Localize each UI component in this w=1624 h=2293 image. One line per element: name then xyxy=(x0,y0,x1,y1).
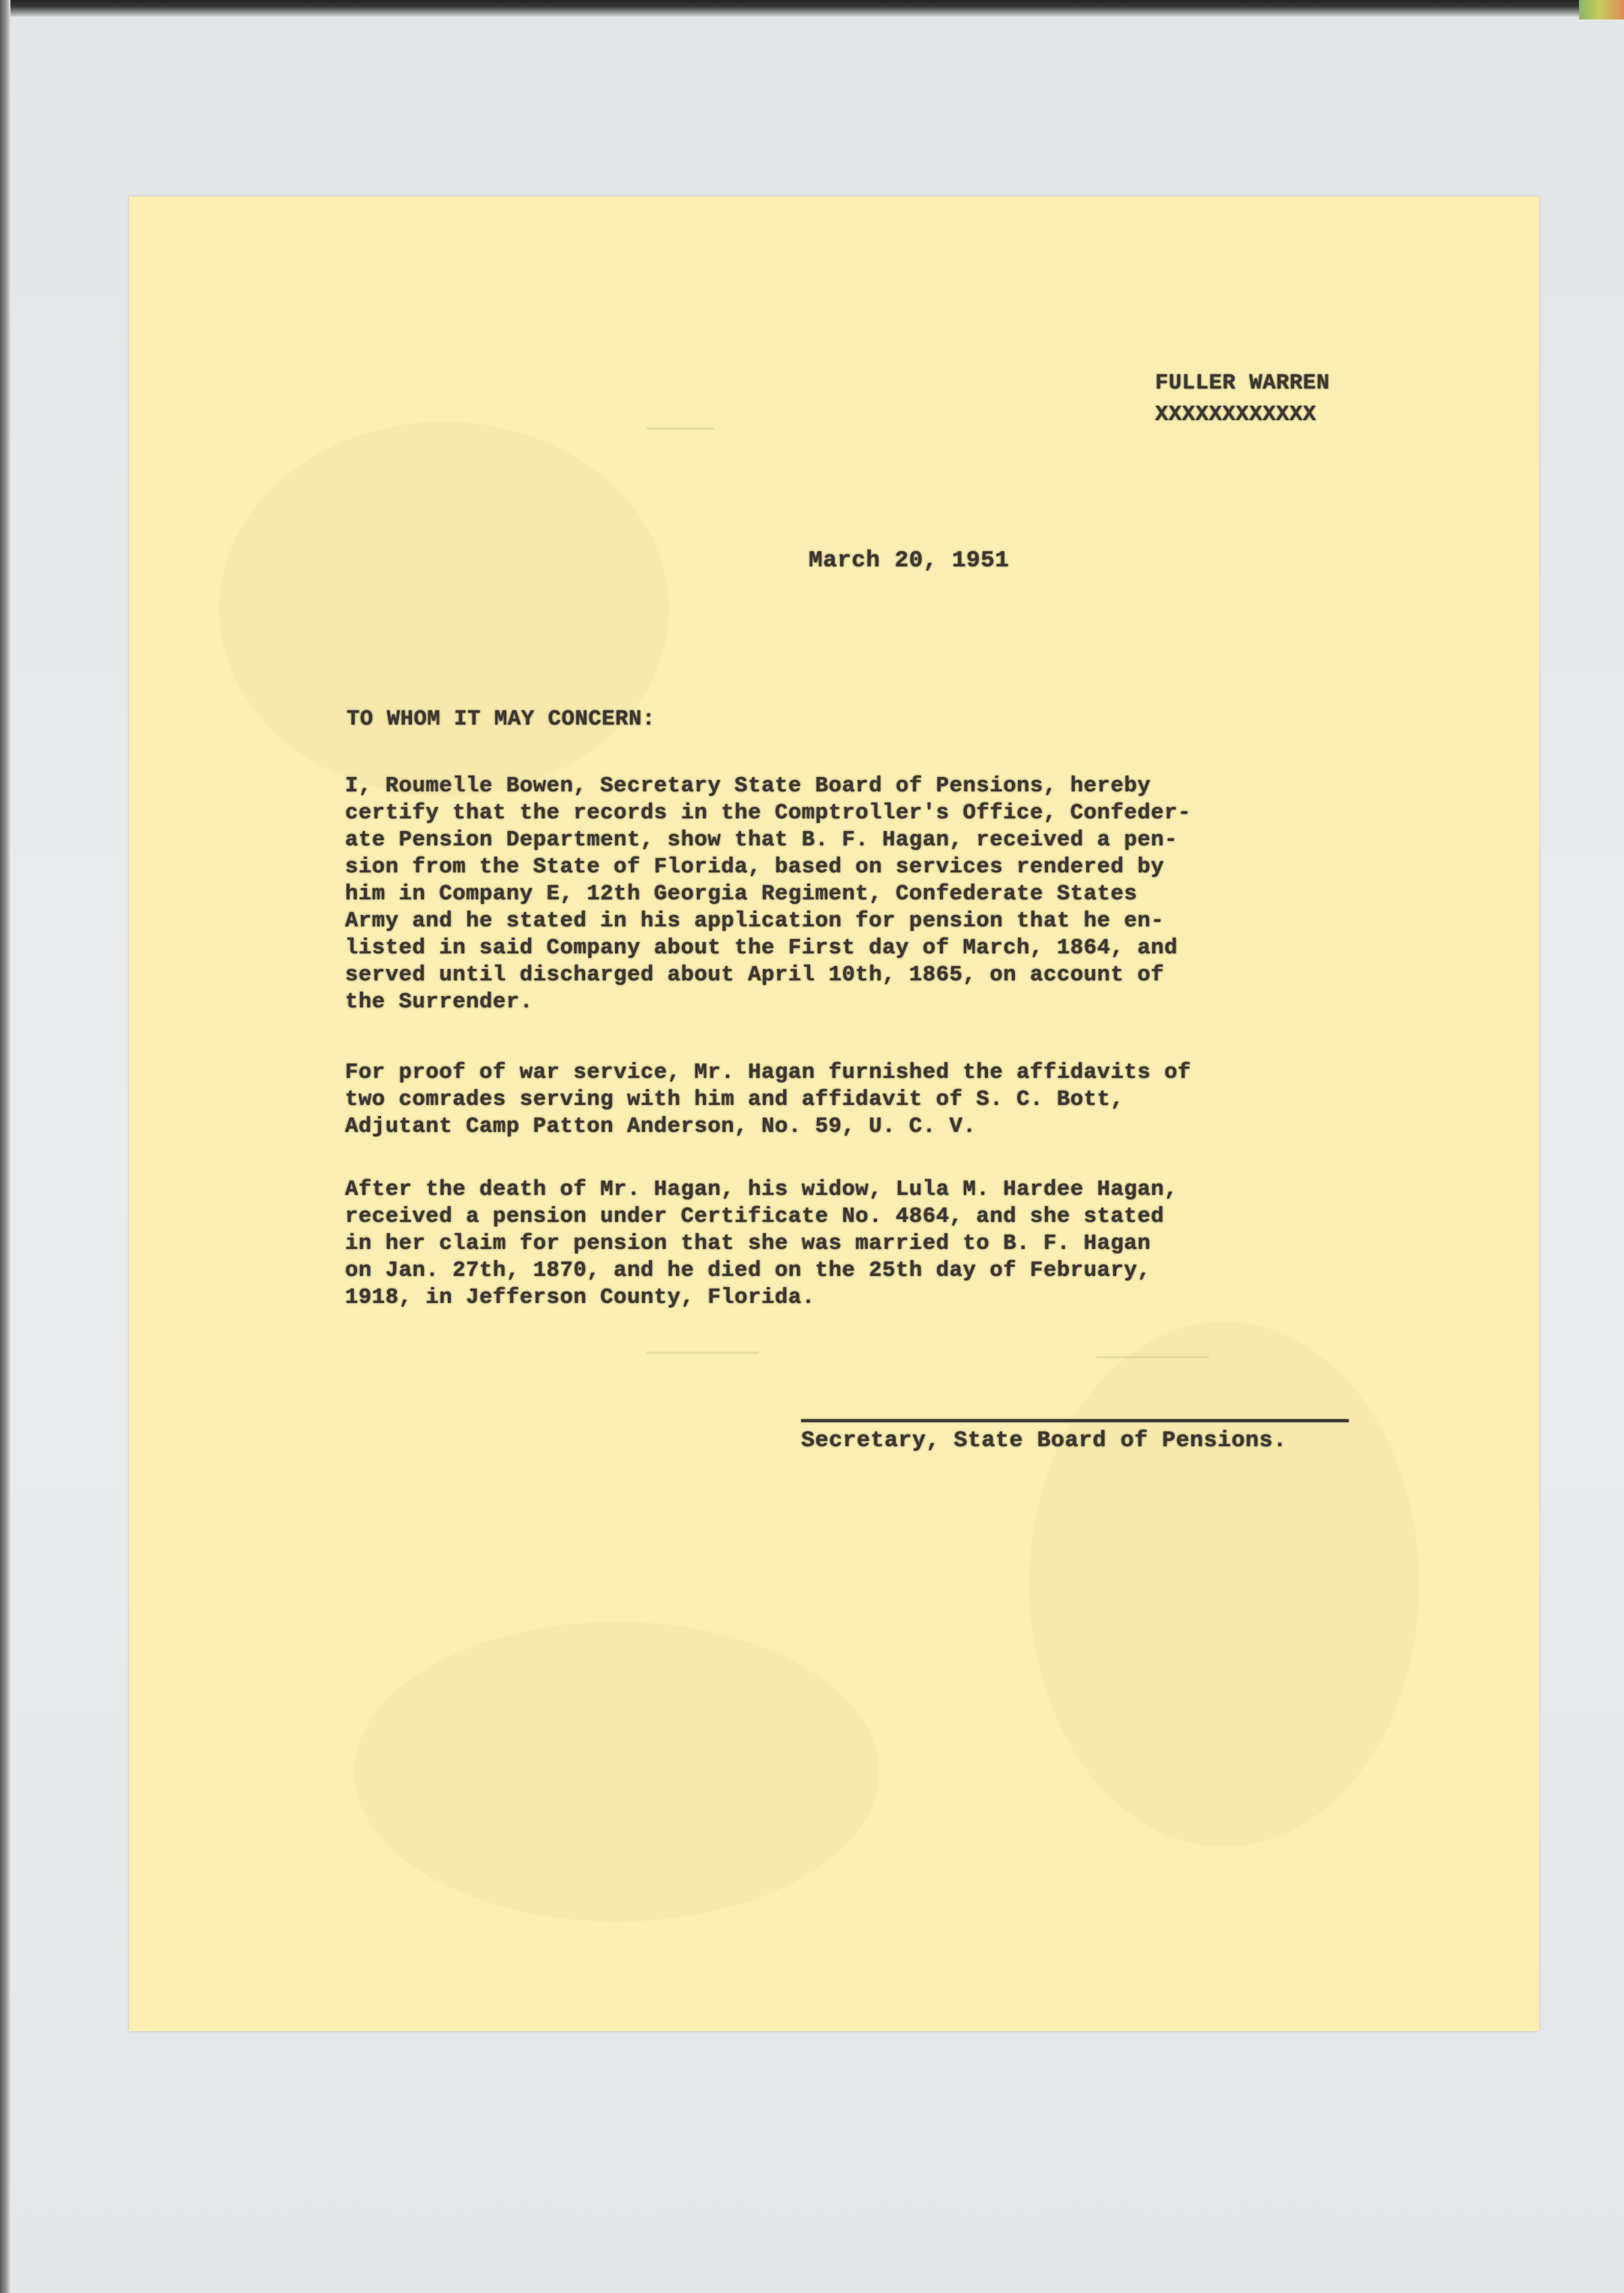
signature-title: Secretary, State Board of Pensions. xyxy=(801,1428,1287,1454)
struck-out-text: XXXXXXXXXXXX xyxy=(1155,402,1316,427)
letter-date: March 20, 1951 xyxy=(809,548,1010,574)
body-paragraph-proof-of-service: For proof of war service, Mr. Hagan furnished the affidavits of two comrades serving with him and affidavit of S. C. Bott, Adjutant Camp Patton Anderson, No. 59, U. C. V. xyxy=(345,1060,1191,1139)
scanner-top-edge xyxy=(0,0,1624,17)
bleed-through-mark xyxy=(647,1352,759,1354)
body-paragraph-certification: I, Roumelle Bowen, Secretary State Board of Pensions, hereby certify that the records in the Comptroller's Office, Confeder- ate Pension Department, show that B. F. Hagan, received a pen- sion from the State of Florida, based on services rendered by him in Company E, 12th Georgia Regiment, Confederate States Army and he stated in his application for pension that he en- listed in said Company about the First day of March, 1864, and served until discharged about April 10th, 1865, on account of the Surrender. xyxy=(345,773,1191,1014)
body-paragraph-widow-pension: After the death of Mr. Hagan, his widow, Lula M. Hardee Hagan, received a pension under Certificate No. 4864, and she stated in her claim for pension that she was married to B. F. Hagan on Jan. 27th, 1870, and he died on the 25th day of February, 1918, in Jefferson County, Florida. xyxy=(345,1177,1178,1310)
scanner-left-edge xyxy=(0,0,11,2293)
paper-stain xyxy=(354,1622,879,1922)
signature-line xyxy=(801,1419,1349,1422)
governor-name: FULLER WARREN xyxy=(1155,371,1330,395)
paper-stain xyxy=(1029,1322,1419,1847)
paper-stain xyxy=(219,422,669,797)
bleed-through-mark xyxy=(647,428,714,430)
letter-page xyxy=(129,197,1539,2031)
scanner-color-strip xyxy=(1579,0,1624,20)
salutation: TO WHOM IT MAY CONCERN: xyxy=(347,707,656,731)
bleed-through-mark xyxy=(1097,1356,1209,1358)
